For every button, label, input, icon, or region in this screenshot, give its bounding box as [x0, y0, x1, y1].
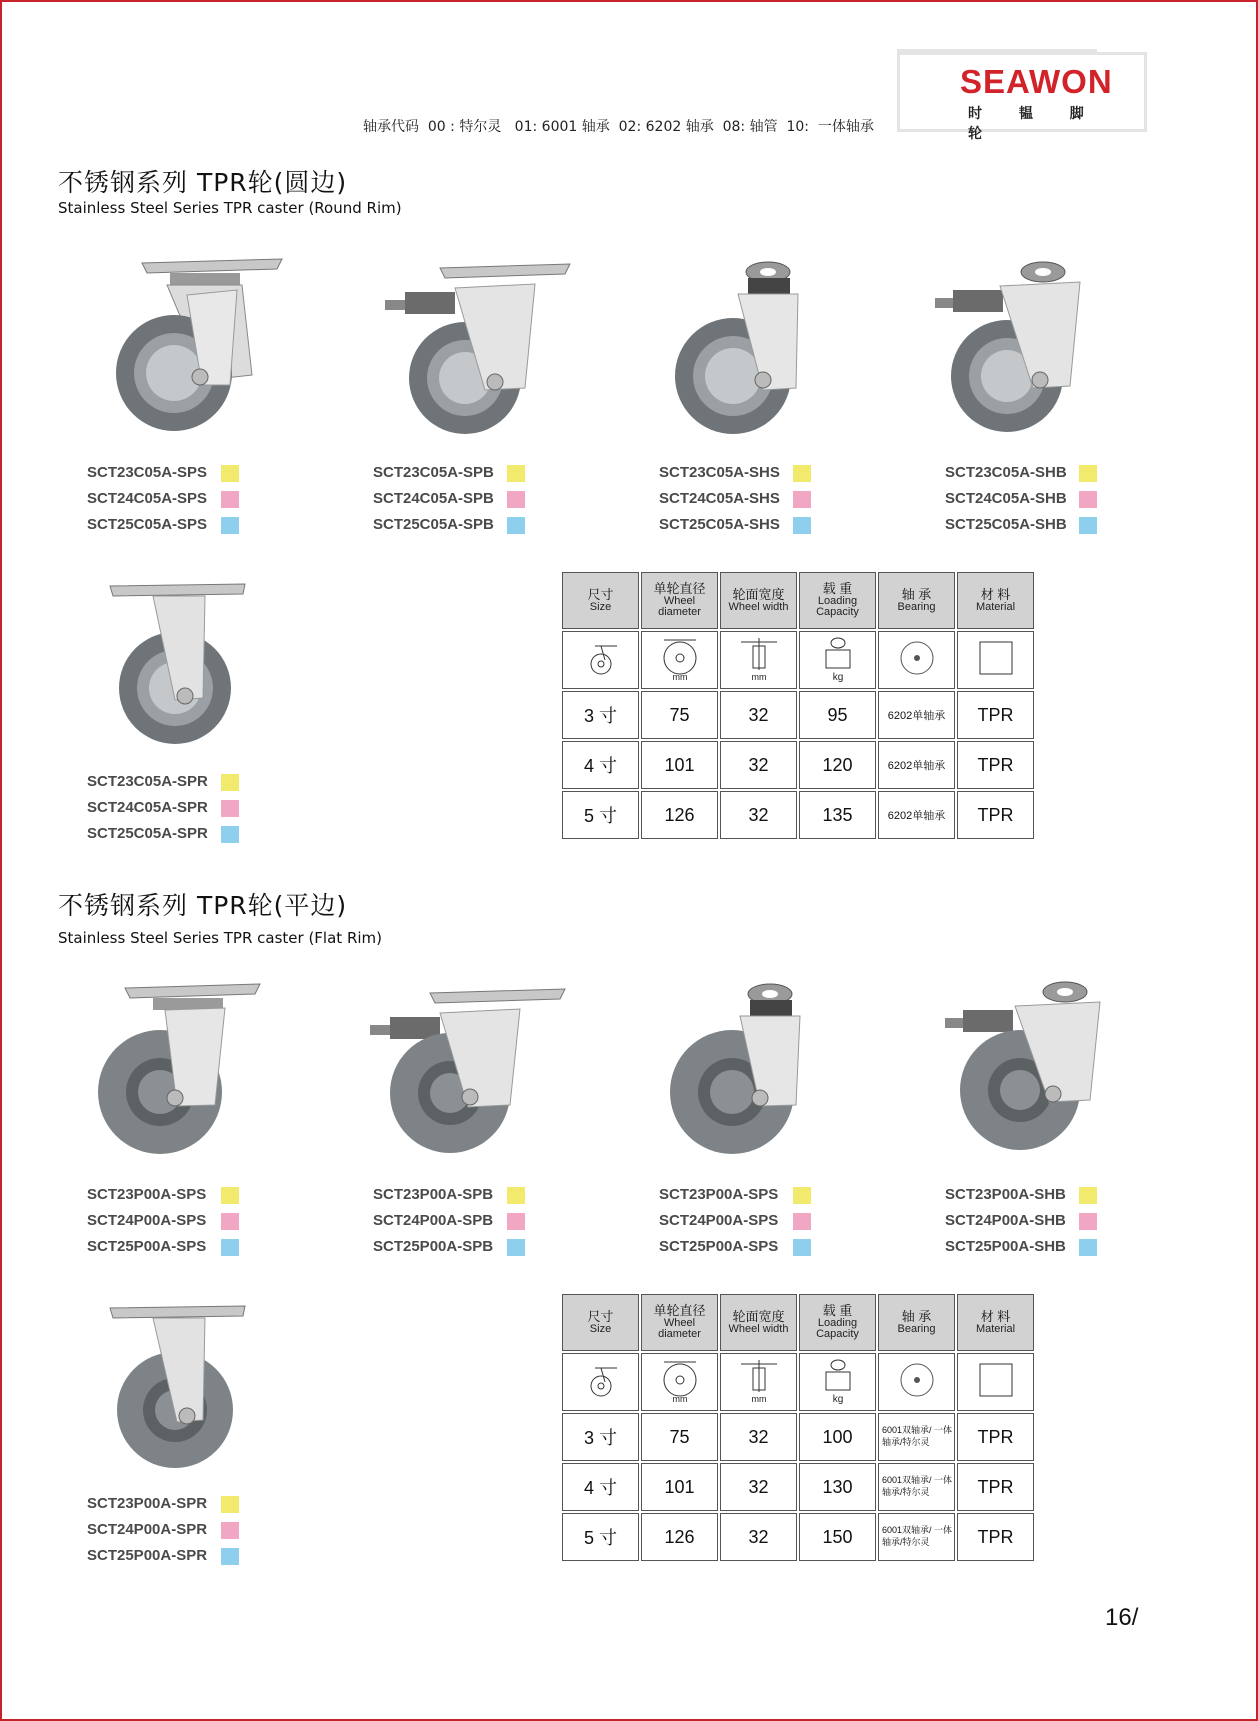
swivel-plate-caster-image	[85, 980, 265, 1160]
yellow-color-swatch	[221, 465, 239, 482]
yellow-color-swatch	[221, 1187, 239, 1204]
table-row	[562, 1463, 1034, 1511]
pink-color-swatch	[1079, 1213, 1097, 1230]
blue-color-swatch	[221, 517, 239, 534]
cell-size: 5 寸	[562, 1513, 639, 1561]
model-item: SCT24P00A-SHB	[945, 1208, 1165, 1234]
header-bearing: 轴 承 Bearing	[878, 572, 955, 629]
cell-size: 4 寸	[562, 741, 639, 789]
model-item: SCT23P00A-SPB	[373, 1182, 593, 1208]
brand-subtitle: 时 韫 脚 轮	[968, 106, 1100, 142]
blue-color-swatch	[1079, 1239, 1097, 1256]
weight-icon	[799, 631, 876, 689]
cell-capacity: 100	[799, 1413, 876, 1461]
model-item: SCT24C05A-SHS	[659, 486, 879, 512]
header-wheel-width: 轮面宽度 Wheel width	[720, 1294, 797, 1351]
cell-bearing: 6202单轴承	[878, 791, 955, 839]
brand-logo	[897, 52, 1147, 142]
yellow-color-swatch	[793, 465, 811, 482]
svg-text:kg: kg	[832, 1393, 843, 1404]
wheel-width-icon	[720, 1353, 797, 1411]
model-item: SCT24P00A-SPB	[373, 1208, 593, 1234]
blue-color-swatch	[221, 1548, 239, 1565]
pink-color-swatch	[221, 800, 239, 817]
cell-bearing: 6001双轴承/ 一体轴承/特尔灵	[878, 1463, 955, 1511]
header-loading-capacity: 载 重 Loading Capacity	[799, 1294, 876, 1351]
cell-width: 32	[720, 741, 797, 789]
spec-table	[560, 570, 1036, 841]
model-list	[373, 1182, 593, 1260]
weight-icon	[799, 1353, 876, 1411]
table-icon-row	[562, 1353, 1034, 1411]
model-item: SCT23C05A-SHS	[659, 460, 879, 486]
swivel-hollow-brake-caster-image	[935, 258, 1115, 448]
svg-text:mm: mm	[751, 671, 766, 682]
pink-color-swatch	[793, 1213, 811, 1230]
model-list	[945, 1182, 1165, 1260]
model-item: SCT23C05A-SPB	[373, 460, 593, 486]
model-list	[659, 460, 879, 538]
model-item: SCT25C05A-SPS	[87, 512, 307, 538]
model-item: SCT23C05A-SPS	[87, 460, 307, 486]
blue-color-swatch	[507, 1239, 525, 1256]
model-item: SCT23P00A-SHB	[945, 1182, 1165, 1208]
wheel-diameter-icon	[641, 631, 718, 689]
cell-material: TPR	[957, 791, 1034, 839]
blue-color-swatch	[507, 517, 525, 534]
table-icon-row	[562, 631, 1034, 689]
caster-size-icon	[562, 1353, 639, 1411]
table-row	[562, 791, 1034, 839]
pink-color-swatch	[793, 491, 811, 508]
blue-color-swatch	[1079, 517, 1097, 534]
header-wheel-width: 轮面宽度 Wheel width	[720, 572, 797, 629]
caster-size-icon	[562, 631, 639, 689]
rigid-caster-image	[105, 1300, 255, 1475]
model-list	[945, 460, 1165, 538]
cell-diameter: 101	[641, 1463, 718, 1511]
model-list	[87, 460, 307, 538]
bearing-icon	[878, 1353, 955, 1411]
header-wheel-diameter: 单轮直径 Wheel diameter	[641, 572, 718, 629]
model-item: SCT23C05A-SHB	[945, 460, 1165, 486]
cell-size: 3 寸	[562, 691, 639, 739]
brand-name: SEAWON	[960, 63, 1113, 100]
model-item: SCT25C05A-SHS	[659, 512, 879, 538]
yellow-color-swatch	[221, 774, 239, 791]
cell-material: TPR	[957, 741, 1034, 789]
wheel-width-icon	[720, 631, 797, 689]
model-item: SCT24P00A-SPS	[87, 1208, 307, 1234]
model-item: SCT23P00A-SPS	[659, 1182, 879, 1208]
model-list	[87, 1491, 307, 1569]
material-icon	[957, 1353, 1034, 1411]
swivel-brake-caster-image	[370, 985, 570, 1160]
model-item: SCT25C05A-SPR	[87, 821, 307, 847]
cell-material: TPR	[957, 1513, 1034, 1561]
table-row	[562, 1513, 1034, 1561]
blue-color-swatch	[221, 1239, 239, 1256]
model-item: SCT23P00A-SPS	[87, 1182, 307, 1208]
yellow-color-swatch	[1079, 465, 1097, 482]
cell-material: TPR	[957, 1413, 1034, 1461]
cell-bearing: 6001双轴承/ 一体轴承/特尔灵	[878, 1513, 955, 1561]
cell-width: 32	[720, 1413, 797, 1461]
cell-width: 32	[720, 1513, 797, 1561]
cell-material: TPR	[957, 691, 1034, 739]
svg-text:mm: mm	[672, 671, 687, 682]
model-item: SCT25P00A-SPS	[659, 1234, 879, 1260]
bearing-codes-legend: 轴承代码 00 : 特尔灵 01: 6001 轴承 02: 6202 轴承 08: 轴管 10: 一体轴承	[363, 119, 874, 135]
header-bearing: 轴 承 Bearing	[878, 1294, 955, 1351]
pink-color-swatch	[1079, 491, 1097, 508]
cell-capacity: 120	[799, 741, 876, 789]
svg-text:kg: kg	[832, 671, 843, 682]
model-item: SCT25P00A-SHB	[945, 1234, 1165, 1260]
header-size: 尺寸 Size	[562, 1294, 639, 1351]
cell-capacity: 95	[799, 691, 876, 739]
cell-width: 32	[720, 1463, 797, 1511]
table-header-row	[562, 1294, 1034, 1351]
model-list	[87, 769, 307, 847]
model-list	[659, 1182, 879, 1260]
header-loading-capacity: 载 重 Loading Capacity	[799, 572, 876, 629]
cell-diameter: 101	[641, 741, 718, 789]
material-icon	[957, 631, 1034, 689]
blue-color-swatch	[793, 517, 811, 534]
cell-bearing: 6202单轴承	[878, 741, 955, 789]
section2-title-cn: 不锈钢系列 TPR轮(平边)	[58, 891, 348, 920]
cell-diameter: 75	[641, 1413, 718, 1461]
cell-bearing: 6001双轴承/ 一体轴承/特尔灵	[878, 1413, 955, 1461]
swivel-hollow-kingpin-caster-image	[660, 980, 830, 1160]
model-item: SCT23C05A-SPR	[87, 769, 307, 795]
table-header-row	[562, 572, 1034, 629]
cell-diameter: 126	[641, 791, 718, 839]
cell-capacity: 135	[799, 791, 876, 839]
svg-text:mm: mm	[751, 1393, 766, 1404]
cell-diameter: 75	[641, 691, 718, 739]
model-item: SCT24C05A-SHB	[945, 486, 1165, 512]
yellow-color-swatch	[507, 1187, 525, 1204]
page-border-top	[0, 0, 1258, 2]
blue-color-swatch	[793, 1239, 811, 1256]
model-item: SCT24P00A-SPS	[659, 1208, 879, 1234]
model-list	[373, 460, 593, 538]
model-item: SCT24C05A-SPR	[87, 795, 307, 821]
pink-color-swatch	[221, 1522, 239, 1539]
model-item: SCT25C05A-SPB	[373, 512, 593, 538]
section2-title-en: Stainless Steel Series TPR caster (Flat Rim)	[58, 929, 382, 947]
model-item: SCT25P00A-SPB	[373, 1234, 593, 1260]
section1-title-cn: 不锈钢系列 TPR轮(圆边)	[58, 168, 348, 197]
model-item: SCT25C05A-SHB	[945, 512, 1165, 538]
swivel-brake-caster-image	[385, 260, 575, 445]
model-item: SCT24C05A-SPB	[373, 486, 593, 512]
table-row	[562, 1413, 1034, 1461]
cell-diameter: 126	[641, 1513, 718, 1561]
cell-size: 4 寸	[562, 1463, 639, 1511]
model-list	[87, 1182, 307, 1260]
pink-color-swatch	[507, 491, 525, 508]
model-item: SCT23P00A-SPR	[87, 1491, 307, 1517]
cell-size: 5 寸	[562, 791, 639, 839]
bearing-icon	[878, 631, 955, 689]
table-row	[562, 741, 1034, 789]
table-row	[562, 691, 1034, 739]
swivel-hollow-kingpin-caster-image	[668, 258, 838, 448]
model-item: SCT24C05A-SPS	[87, 486, 307, 512]
spec-table	[560, 1292, 1036, 1563]
model-item: SCT24P00A-SPR	[87, 1517, 307, 1543]
yellow-color-swatch	[507, 465, 525, 482]
section1-title-en: Stainless Steel Series TPR caster (Round Rim)	[58, 199, 402, 217]
model-item: SCT25P00A-SPR	[87, 1543, 307, 1569]
header-size: 尺寸 Size	[562, 572, 639, 629]
swivel-plate-caster-image	[112, 255, 292, 445]
wheel-diameter-icon	[641, 1353, 718, 1411]
header-wheel-diameter: 单轮直径 Wheel diameter	[641, 1294, 718, 1351]
page-number: 16/	[1105, 1604, 1139, 1631]
yellow-color-swatch	[221, 1496, 239, 1513]
blue-color-swatch	[221, 826, 239, 843]
yellow-color-swatch	[1079, 1187, 1097, 1204]
pink-color-swatch	[221, 491, 239, 508]
cell-size: 3 寸	[562, 1413, 639, 1461]
yellow-color-swatch	[793, 1187, 811, 1204]
pink-color-swatch	[221, 1213, 239, 1230]
cell-bearing: 6202单轴承	[878, 691, 955, 739]
rigid-caster-image	[105, 578, 255, 748]
page-border-left	[0, 0, 2, 1721]
cell-material: TPR	[957, 1463, 1034, 1511]
model-item: SCT25P00A-SPS	[87, 1234, 307, 1260]
pink-color-swatch	[507, 1213, 525, 1230]
cell-capacity: 150	[799, 1513, 876, 1561]
svg-text:mm: mm	[672, 1393, 687, 1404]
cell-width: 32	[720, 691, 797, 739]
cell-capacity: 130	[799, 1463, 876, 1511]
header-material: 材 料 Material	[957, 1294, 1034, 1351]
swivel-hollow-brake-caster-image	[945, 978, 1125, 1163]
header-material: 材 料 Material	[957, 572, 1034, 629]
cell-width: 32	[720, 791, 797, 839]
